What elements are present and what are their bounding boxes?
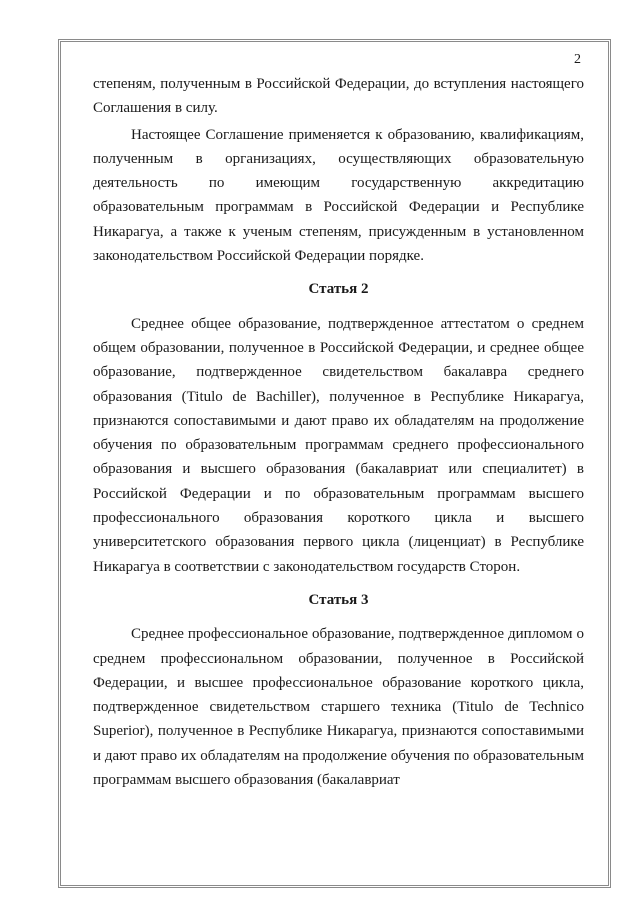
paragraph-article-3: Среднее профессиональное образование, подтвержденное дипломом о среднем профессиональном образовании, полученное в Российской Федерации, и высшее профессиональное образование короткого цикла, подтвержденное свидетельством старшего техника (Titulo de Technico Superior), полученное в Республике Никарагуа, признаются сопоставимыми и дают право их обладателям на продолжение обучения по образовательным программам высшего образования (бакалавриат (93, 626, 584, 789)
paragraph-scope: Настоящее Соглашение применяется к образованию, квалификациям, полученным в организациях, осуществляющих образовательную деятельность по имеющим государственную аккредитацию образовательным программам в Российской Федерации и Республике Никарагуа, а также к ученым степеням, присужденным в установленном законодательством Российской Федерации порядке. (93, 126, 584, 265)
paragraph-continuation: степеням, полученным в Российской Федерации, до вступления настоящего Соглашения в силу. (93, 76, 584, 117)
article-2-heading: Статья 2 (308, 281, 369, 298)
paragraph-article-2: Среднее общее образование, подтвержденное аттестатом о среднем общем образовании, полученное в Российской Федерации, и среднее общее образование, подтвержденное свидетельством бакалавра среднего образования (Titulo de Bachiller), полученное в Республике Никарагуа, признаются сопоставимыми и дают право их обладателям на продолжение обучения по образовательным программам среднего профессионального образования и высшего образования (бакалавриат или специалитет) в Российской Федерации и по образовательным программам высшего профессионального образования короткого цикла и высшего университетского образования первого цикла (лиценциат) в Республике Никарагуа в соответствии с законодательством государств Сторон. (93, 315, 584, 575)
page-number: 2 (574, 52, 581, 67)
article-3-heading: Статья 3 (308, 591, 369, 608)
document-body (93, 72, 584, 794)
